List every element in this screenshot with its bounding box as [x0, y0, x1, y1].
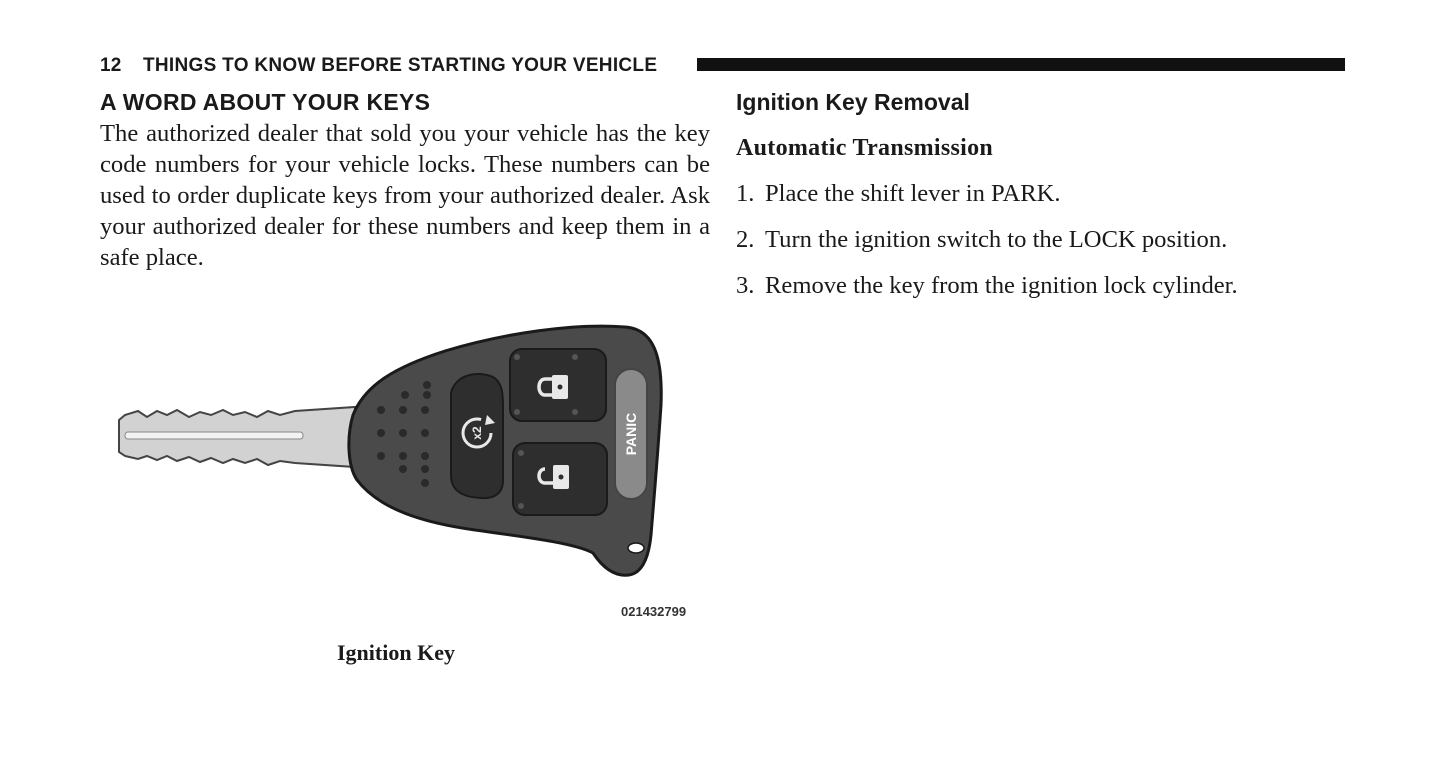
- remote-start-button: [451, 374, 503, 498]
- section-title: THINGS TO KNOW BEFORE STARTING YOUR VEHICLE: [143, 55, 658, 76]
- page-number: 12: [100, 55, 122, 76]
- step-item: [736, 270, 1238, 316]
- unlock-button: [513, 443, 607, 515]
- panic-label: PANIC: [623, 412, 639, 456]
- step-item: [736, 224, 1238, 270]
- lock-button: [510, 349, 606, 421]
- key-ring-hole: [628, 543, 644, 553]
- header-rule: [697, 58, 1345, 71]
- step-text: Remove the key from the ignition lock cylinder.: [765, 272, 1238, 299]
- step-text: Place the shift lever in PARK.: [765, 180, 1061, 207]
- step-number: 3.: [736, 272, 755, 299]
- removal-steps: [736, 178, 1238, 316]
- panic-button: [615, 369, 647, 499]
- keys-paragraph: The authorized dealer that sold you your vehicle has the key code numbers for your vehicle locks. These numbers can be used to order duplicate keys from your authorized dealer. Ask your authorized dealer for these numbers and keep them in a safe place.: [100, 120, 710, 271]
- step-number: 1.: [736, 180, 755, 207]
- figure-caption: Ignition Key: [337, 640, 455, 665]
- keys-heading: A WORD ABOUT YOUR KEYS: [100, 89, 431, 115]
- removal-heading: Ignition Key Removal: [736, 89, 970, 115]
- figure-id: 021432799: [621, 604, 687, 619]
- automatic-transmission-subheading: Automatic Transmission: [736, 135, 994, 161]
- ignition-key-illustration: [105, 315, 675, 585]
- step-number: 2.: [736, 226, 755, 253]
- step-item: [736, 178, 1238, 224]
- step-text: Turn the ignition switch to the LOCK position.: [765, 226, 1228, 253]
- remote-start-label: x2: [470, 426, 484, 440]
- key-blade: [119, 407, 355, 467]
